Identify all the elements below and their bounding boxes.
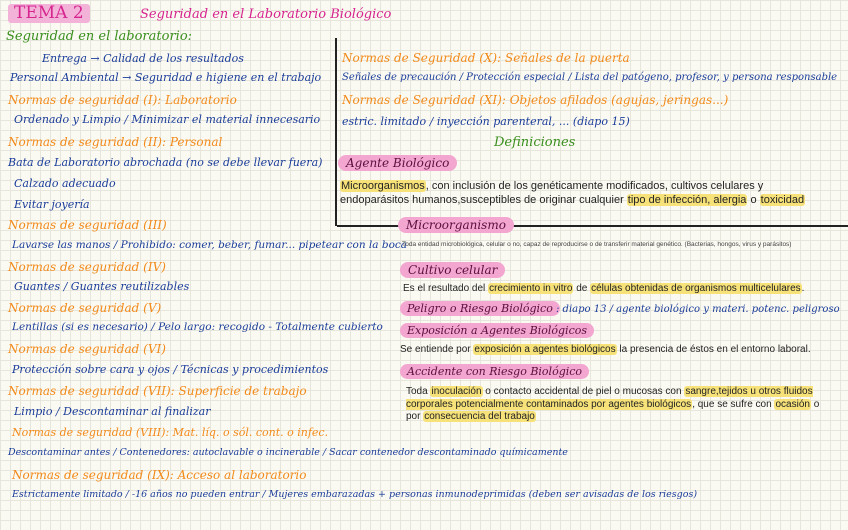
def-exposicion: Se entiende por exposición a agentes biológicos la presencia de éstos en el entorno laboral. [400,344,811,355]
term-peligro: Peligro o Riesgo Biológico [400,301,560,316]
note-line: Ordenado y Limpio / Minimizar el material innecesario [14,113,321,126]
note-line: Entrega → Calidad de los resultados [42,52,244,65]
note-line: Descontaminar antes / Contenedores: autoclavable o incinerable / Sacar contenedor descontaminado químicamente [8,447,568,458]
note-heading: Normas de seguridad (IX): Acceso al laboratorio [12,468,307,482]
term-exposicion: Exposición a Agentes Biológicos [400,323,594,338]
peligro-note: : diapo 13 / agente biológico y materi. potenc. peligroso [556,304,840,315]
term-micro: Microorganismo [398,217,514,233]
note-line: Calzado adecuado [14,177,116,190]
note-heading: Normas de seguridad (IV) [8,260,166,274]
note-line: Evitar joyería [14,198,90,211]
def-agente: Microorganismos, con inclusión de los genéticamente modificados, cultivos celulares y endoparásitos humanos,susceptibles de originar cualquier tipo de infección, alergia o toxicidad [340,180,805,206]
def-accidente: Toda inoculación o contacto accidental de piel o mucosas con sangre,tejidos u otros fluidos corporales potencialmente contaminados por agentes biológicos, que se sufre con ocasión o por consecuencia del trabajo [406,386,820,422]
note-heading: Normas de seguridad (I): Laboratorio [8,93,237,107]
note-heading: Normas de Seguridad (XI): Objetos afilados (agujas, jeringas...) [342,93,729,107]
note-line: Limpio / Descontaminar al finalizar [14,405,211,418]
note-line: Lavarse las manos / Prohibido: comer, beber, fumar... pipetear con la boca [12,239,408,251]
term-accidente: Accidente con Riesgo Biológico [400,364,589,379]
page-subtitle: Seguridad en el Laboratorio Biológico [140,7,392,22]
note-line: Bata de Laboratorio abrochada (no se debe llevar fuera) [8,156,323,169]
note-line: Estrictamente limitado / -16 años no pueden entrar / Mujeres embarazadas + personas inmunodeprimidas (deben ser avisadas de los riesgos) [12,489,698,500]
note-line: Señales de precaución / Protección especial / Lista del patógeno, profesor, y persona responsable [342,72,838,83]
note-line: Lentillas (si es necesario) / Pelo largo: recogido - Totalmente cubierto [12,321,383,333]
note-heading: Normas de seguridad (II): Personal [8,135,223,149]
def-cultivo: Es el resultado del crecimiento in vitro de células obtenidas de organismos multicelulares. [403,283,805,294]
note-line: Guantes / Guantes reutilizables [14,280,190,293]
note-heading: Seguridad en el laboratorio: [6,29,193,44]
section-title: Definiciones [494,135,576,150]
note-heading: Normas de seguridad (III) [8,218,167,232]
note-heading: Normas de Seguridad (X): Señales de la puerta [342,51,630,65]
note-heading: Normas de seguridad (VI) [8,342,166,356]
note-line: Personal Ambiental → Seguridad e higiene en el trabajo [10,71,322,84]
tema-title: TEMA 2 [8,4,90,23]
def-micro: Toda entidad microbiológica, celular o no, capaz de reproducirse o de transferir material genético. (Bacterias, hongos, virus y parásitos) [402,241,792,248]
term-agente: Agente Biológico [338,155,457,171]
note-heading: Normas de seguridad (VII): Superficie de trabajo [8,384,307,398]
vertical-divider [335,38,337,226]
note-line: estric. limitado / inyección parenteral, ... (diapo 15) [342,115,630,128]
term-cultivo: Cultivo celular [400,262,505,278]
note-heading: Normas de seguridad (V) [8,301,162,315]
note-heading: Normas de seguridad (VIII): Mat. líq. o sól. cont. o infec. [12,426,329,439]
note-line: Protección sobre cara y ojos / Técnicas y procedimientos [12,363,329,376]
